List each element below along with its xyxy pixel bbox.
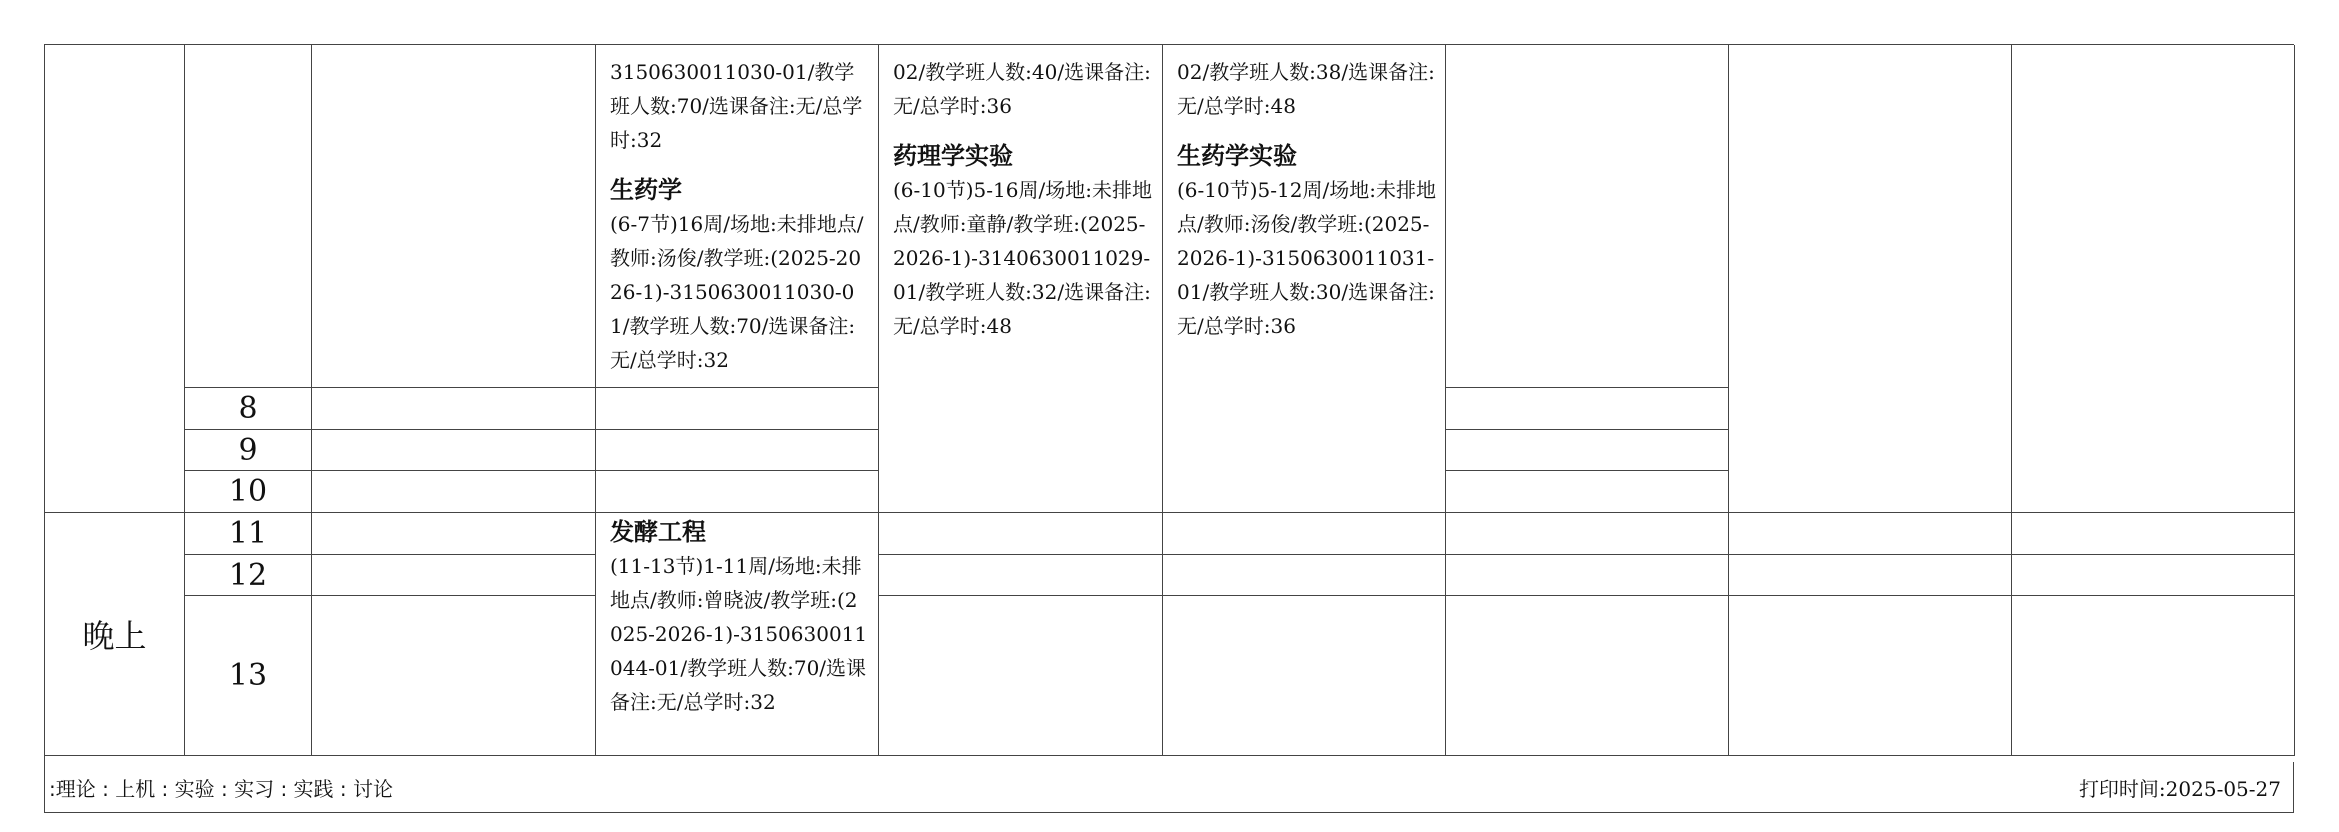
course-name: 生药学实验 [1177, 142, 1297, 170]
tuesday-course-cell[interactable] [596, 45, 879, 388]
thursday-cell [1163, 596, 1446, 756]
section-number: 11 [185, 513, 312, 555]
monday-cell [312, 471, 596, 513]
tuesday-course-cell[interactable] [596, 513, 879, 756]
friday-cell [1446, 430, 1729, 471]
friday-cell [1446, 45, 1729, 388]
course-type-legend: :理论 : 上机 : 实验 : 实习 : 实践 : 讨论 [49, 776, 394, 801]
print-time: 打印时间:2025-05-27 [2078, 776, 2281, 801]
wednesday-cell [879, 513, 1163, 555]
monday-cell [312, 388, 596, 430]
tuesday-cell [596, 388, 879, 430]
course-detail: (6-7节)16周/场地:未排地点/教师:汤俊/教学班:(2025-2026-1)-3150630011030-01/教学班人数:70/选课备注:无/总学时:32 [610, 212, 864, 372]
section-number: 13 [185, 596, 312, 756]
friday-cell [1446, 596, 1729, 756]
course-detail: (6-10节)5-16周/场地:未排地点/教师:童静/教学班:(2025-2026-1)-3140630011029-01/教学班人数:32/选课备注:无/总学时:48 [893, 178, 1152, 338]
course-detail: 02/教学班人数:40/选课备注:无/总学时:36 [893, 60, 1151, 118]
thursday-course-cell[interactable] [1163, 45, 1446, 513]
friday-cell [1446, 555, 1729, 596]
saturday-cell [1729, 45, 2012, 513]
course-detail: (6-10节)5-12周/场地:未排地点/教师:汤俊/教学班:(2025-2026-1)-3150630011031-01/教学班人数:30/选课备注:无/总学时:36 [1177, 178, 1436, 338]
course-name: 药理学实验 [893, 142, 1013, 170]
tuesday-cell [596, 430, 879, 471]
friday-cell [1446, 471, 1729, 513]
section-number: 9 [185, 430, 312, 471]
period-cell-afternoon [45, 45, 185, 513]
friday-cell [1446, 513, 1729, 555]
monday-cell [312, 45, 596, 388]
wednesday-course-cell[interactable] [879, 45, 1163, 513]
sunday-cell [2012, 596, 2295, 756]
sunday-cell [2012, 555, 2295, 596]
timetable-footer [44, 762, 2294, 813]
tuesday-cell [596, 471, 879, 513]
course-name: 生药学 [610, 176, 682, 204]
course-name: 发酵工程 [610, 518, 706, 546]
thursday-cell [1163, 513, 1446, 555]
timetable-grid [44, 44, 2294, 763]
wednesday-cell [879, 555, 1163, 596]
monday-cell [312, 596, 596, 756]
monday-cell [312, 513, 596, 555]
course-detail: 3150630011030-01/教学班人数:70/选课备注:无/总学时:32 [610, 60, 863, 152]
friday-cell [1446, 388, 1729, 430]
thursday-cell [1163, 555, 1446, 596]
monday-cell [312, 555, 596, 596]
saturday-cell [1729, 596, 2012, 756]
section-number-cell [185, 45, 312, 388]
sunday-cell [2012, 513, 2295, 555]
saturday-cell [1729, 513, 2012, 555]
section-number: 12 [185, 555, 312, 596]
course-detail: 02/教学班人数:38/选课备注:无/总学时:48 [1177, 60, 1435, 118]
sunday-cell [2012, 45, 2295, 513]
section-number: 8 [185, 388, 312, 430]
monday-cell [312, 430, 596, 471]
period-label-evening: 晚上 [45, 513, 185, 756]
saturday-cell [1729, 555, 2012, 596]
wednesday-cell [879, 596, 1163, 756]
course-detail: (11-13节)1-11周/场地:未排地点/教师:曾晓波/教学班:(2025-2026-1)-3150630011044-01/教学班人数:70/选课备注:无/总学时:32 [610, 554, 868, 714]
section-number: 10 [185, 471, 312, 513]
